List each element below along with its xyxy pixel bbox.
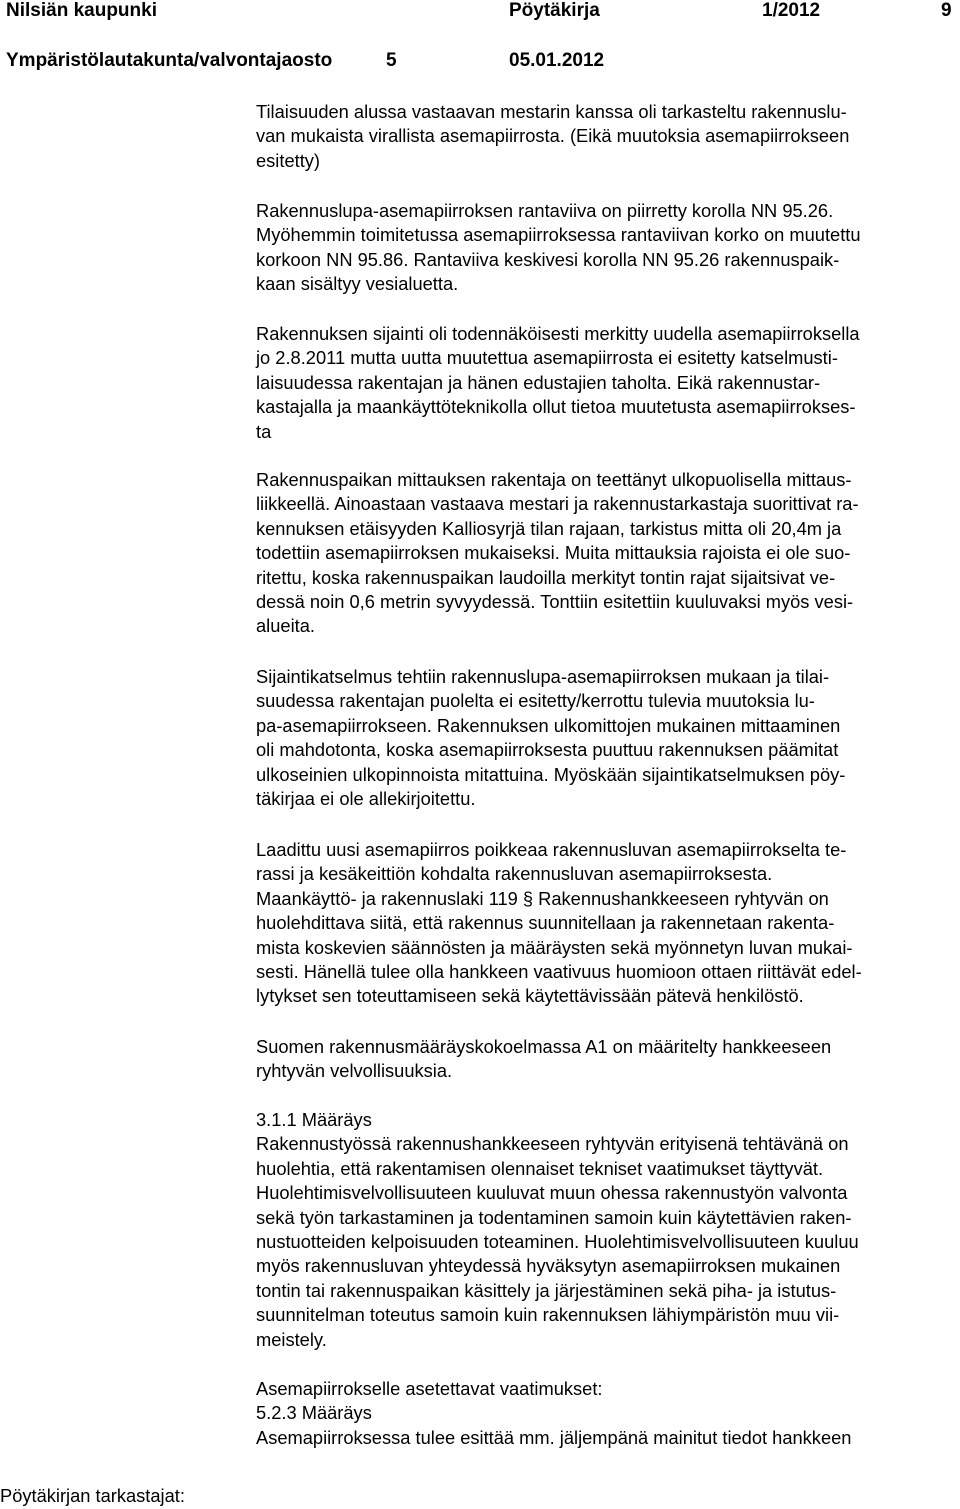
section-number: 5 — [386, 50, 397, 71]
paragraph-2 — [256, 199, 956, 297]
text-line: 5.2.3 Määräys — [256, 1402, 372, 1424]
text-line: nustuotteiden kelpoisuuden toteaminen. Huolehtimisvelvollisuuteen kuuluu — [256, 1231, 859, 1253]
text-line: pa-asemapiirrokseen. Rakennuksen ulkomittojen mukainen mittaaminen — [256, 714, 841, 736]
text-line: Asemapiirrokselle asetettavat vaatimukset: — [256, 1378, 603, 1399]
text-line: 3.1.1 Määräys — [256, 1109, 372, 1130]
text-line: suudessa rakentajan puolelta ei esitetty/kerrottu tulevia muutoksia lu- — [256, 690, 815, 712]
paragraph-1 — [256, 100, 956, 173]
text-line: suunnitelman toteutus samoin kuin rakennuksen lähiympäristön muu vii- — [256, 1304, 840, 1326]
paragraph-8 — [256, 1108, 956, 1352]
paragraph-4 — [256, 468, 956, 639]
text-line: Rakennuspaikan mittauksen rakentaja on teettänyt ulkopuolisella mittaus- — [256, 469, 852, 490]
text-line: Tilaisuuden alussa vastaavan mestarin kanssa oli tarkasteltu rakennuslu- — [256, 101, 847, 122]
text-line: sesti. Hänellä tulee olla hankkeen vaativuus huomioon ottaen riittävät edel- — [256, 961, 862, 983]
text-line: Rakennuksen sijainti oli todennäköisesti merkitty uudella asemapiirroksella — [256, 323, 860, 344]
paragraph-3 — [256, 322, 956, 444]
committee-name: Ympäristölautakunta/valvontajaosto — [6, 50, 333, 71]
text-line: esitetty) — [256, 149, 321, 171]
paragraph-7 — [256, 1035, 956, 1084]
document-number: 1/2012 — [762, 0, 821, 21]
text-line: Maankäyttö- ja rakennuslaki 119 § Rakennushankkeeseen ryhtyvän on — [256, 887, 829, 909]
text-line: mista koskevien säännösten ja määräysten sekä myönnetyn luvan mukai- — [256, 936, 853, 958]
text-line: kaan sisältyy vesialuetta. — [256, 273, 459, 295]
text-line: sekä työn tarkastaminen ja todentaminen samoin kuin käytettävien raken- — [256, 1206, 852, 1228]
text-line: ta — [256, 420, 272, 442]
text-line: rassi ja kesäkeittiön kohdalta rakennusluvan asemapiirroksesta. — [256, 863, 773, 885]
text-line: ulkoseinien ulkopinnoista mitattuina. Myöskään sijaintikatselmuksen pöy- — [256, 763, 846, 785]
text-line: Rakennustyössä rakennushankkeeseen ryhtyvän erityisenä tehtävänä on — [256, 1133, 849, 1155]
text-line: täkirjaa ei ole allekirjoitettu. — [256, 788, 476, 810]
text-line: lytykset sen toteuttamiseen sekä käytettävissään pätevä henkilöstö. — [256, 985, 804, 1007]
text-line: ritettu, koska rakennuspaikan laudoilla merkityt tontin rajat sijaitsivat ve- — [256, 566, 836, 588]
text-line: huolehtia, että rakentamisen olennaiset tekniset vaatimukset täyttyvät. — [256, 1157, 824, 1179]
municipality-name: Nilsiän kaupunki — [6, 0, 157, 21]
paragraph-5 — [256, 665, 956, 811]
meeting-date: 05.01.2012 — [509, 50, 605, 71]
document-type: Pöytäkirja — [509, 0, 600, 21]
text-line: huolehdittava siitä, että rakennus suunnitellaan ja rakennetaan rakenta- — [256, 912, 835, 934]
text-line: kennuksen etäisyyden Kalliosyrjä tilan rajaan, tarkistus mitta oli 20,4m ja — [256, 517, 842, 539]
minutes-reviewers-label: Pöytäkirjan tarkastajat: — [0, 1485, 185, 1506]
text-line: ryhtyvän velvollisuuksia. — [256, 1060, 453, 1082]
text-line: alueita. — [256, 615, 315, 637]
text-line: korkoon NN 95.86. Rantaviiva keskivesi korolla NN 95.26 rakennuspaik- — [256, 248, 840, 270]
paragraph-6 — [256, 838, 956, 1009]
text-line: oli mahdotonta, koska asemapiirroksesta puuttuu rakennuksen päämitat — [256, 739, 839, 761]
page-number: 9 — [941, 0, 952, 21]
paragraph-9 — [256, 1377, 956, 1450]
text-line: kastajalla ja maankäyttöteknikolla ollut tietoa muutetusta asemapiirrokses- — [256, 396, 856, 418]
text-line: van mukaista virallista asemapiirrosta. (Eikä muutoksia asemapiirrokseen — [256, 125, 850, 147]
text-line: dessä noin 0,6 metrin syvyydessä. Tonttiin esitettiin kuuluvaksi myös vesi- — [256, 591, 854, 613]
text-line: Asemapiirroksessa tulee esittää mm. jäljempänä mainitut tiedot hankkeen — [256, 1426, 852, 1448]
text-line: Laadittu uusi asemapiirros poikkeaa rakennusluvan asemapiirrokselta te- — [256, 839, 847, 860]
text-line: todettiin asemapiirroksen mukaiseksi. Muita mittauksia rajoista ei ole suo- — [256, 542, 851, 564]
text-line: Sijaintikatselmus tehtiin rakennuslupa-asemapiirroksen mukaan ja tilai- — [256, 666, 830, 687]
text-line: Myöhemmin toimitetussa asemapiirroksessa rantaviivan korko on muutettu — [256, 224, 861, 246]
text-line: tontin tai rakennuspaikan käsittely ja järjestäminen sekä piha- ja istutus- — [256, 1279, 837, 1301]
text-line: liikkeellä. Ainoastaan vastaava mestari ja rakennustarkastaja suorittivat ra- — [256, 493, 859, 515]
text-line: jo 2.8.2011 mutta uutta muutettua asemapiirrosta ei esitetty katselmusti- — [256, 347, 838, 369]
text-line: laisuudessa rakentajan ja hänen edustajien taholta. Eikä rakennustar- — [256, 371, 821, 393]
text-line: Huolehtimisvelvollisuuteen kuuluvat muun ohessa rakennustyön valvonta — [256, 1182, 848, 1204]
text-line: Rakennuslupa-asemapiirroksen rantaviiva on piirretty korolla NN 95.26. — [256, 200, 834, 221]
text-line: myös rakennusluvan yhteydessä hyväksytyn asemapiirroksen mukainen — [256, 1255, 841, 1277]
text-line: meistely. — [256, 1328, 327, 1350]
text-line: Suomen rakennusmääräyskokoelmassa A1 on määritelty hankkeeseen — [256, 1036, 832, 1057]
